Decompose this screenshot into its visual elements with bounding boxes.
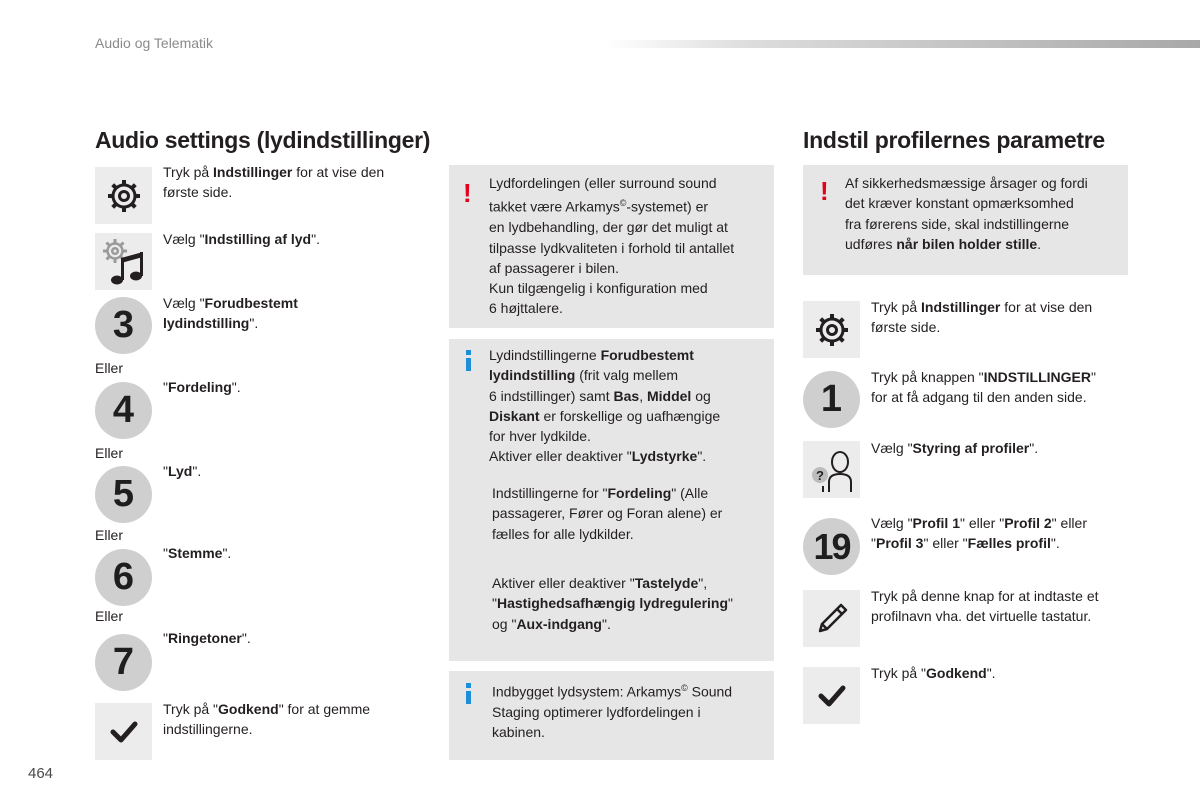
step-badge-7: 7 <box>95 634 152 691</box>
left-title: Audio settings (lydindstillinger) <box>95 127 431 153</box>
warning-icon: ! <box>463 178 472 208</box>
pencil-icon <box>803 590 860 647</box>
warning-note-safety-text: Af sikkerhedsmæssige årsager og fordi det kræver konstant opmærksomhed fra førerens side, skal indstillingerne udføres når bilen holder stille. <box>845 175 1088 252</box>
eller-label: Eller <box>95 445 124 461</box>
left-step-1-text: Tryk på Indstillinger for at vise den første side. <box>163 164 385 201</box>
info-icon <box>466 350 471 371</box>
right-step-4-text: Vælg "Profil 1" eller "Profil 2" eller "Profil 3" eller "Fælles profil". <box>871 515 1087 552</box>
left-step-3-text: Vælg "Forudbestemt lydindstilling". <box>163 295 298 332</box>
section-label: Audio og Telematik <box>95 35 214 51</box>
info-note-settings-text-1: Lydindstillingerne Forudbestemt lydindstilling (frit valg mellem 6 indstillinger) samt Bas, Middel og Diskant er forskellige og uafhængige for hver lydkilde. Aktiver eller deaktiver "Lydstyrke". <box>489 347 721 465</box>
left-step-4-text: "Fordeling". <box>163 379 241 395</box>
step-badge-19: 19 <box>803 518 860 575</box>
step-badge-3: 3 <box>95 297 152 354</box>
warning-note-surround-text: Lydfordelingen (eller surround sound takket være Arkamys©-systemet) er en lydbehandling, der gør det muligt at tilpasse lydkvaliteten i forhold til antallet af passagerer i bilen. Kun tilgængelig i konfiguration med 6 højttalere. <box>489 175 735 317</box>
left-step-5-text: "Lyd". <box>163 463 202 479</box>
gear-icon <box>803 301 860 358</box>
profile-question-icon <box>803 441 860 498</box>
right-step-5-text: Tryk på denne knap for at indtaste et profilnavn vha. det virtuelle tastatur. <box>871 588 1099 625</box>
header-bar <box>605 40 1200 48</box>
right-title: Indstil profilernes parametre <box>803 127 1105 153</box>
left-step-8-text: Tryk på "Godkend" for at gemme indstillingerne. <box>163 701 371 738</box>
gear-icon <box>95 167 152 224</box>
right-step-6-text: Tryk på "Godkend". <box>871 665 996 681</box>
left-step-2-text: Vælg "Indstilling af lyd". <box>163 231 320 247</box>
left-step-7-text: "Ringetoner". <box>163 630 251 646</box>
gear-music-icon <box>95 233 152 290</box>
step-badge-4: 4 <box>95 382 152 439</box>
step-badge-5: 5 <box>95 466 152 523</box>
info-note-settings-text-2: Indstillingerne for "Fordeling" (Alle passagerer, Fører og Foran alene) er fælles for alle lydkilder. <box>492 485 723 542</box>
right-step-1-text: Tryk på Indstillinger for at vise den første side. <box>871 299 1093 336</box>
svg-text:?: ? <box>815 467 824 483</box>
checkmark-icon <box>95 703 152 760</box>
page-number: 464 <box>28 765 54 782</box>
right-step-2-text: Tryk på knappen "INDSTILLINGER" for at få adgang til den anden side. <box>871 369 1096 406</box>
step-badge-6: 6 <box>95 549 152 606</box>
info-icon <box>466 683 471 704</box>
warning-icon: ! <box>820 176 829 206</box>
right-step-3-text: Vælg "Styring af profiler". <box>871 440 1039 456</box>
eller-label: Eller <box>95 360 124 376</box>
step-badge-1: 1 <box>803 371 860 428</box>
eller-label: Eller <box>95 608 124 624</box>
info-note-settings-text-3: Aktiver eller deaktiver "Tastelyde", "Hastighedsafhængig lydregulering" og "Aux-indgang". <box>492 575 733 632</box>
left-step-6-text: "Stemme". <box>163 545 232 561</box>
info-note-arkamys-text: Indbygget lydsystem: Arkamys© Sound Staging optimerer lydfordelingen i kabinen. <box>492 683 733 741</box>
eller-label: Eller <box>95 527 124 543</box>
checkmark-icon <box>803 667 860 724</box>
